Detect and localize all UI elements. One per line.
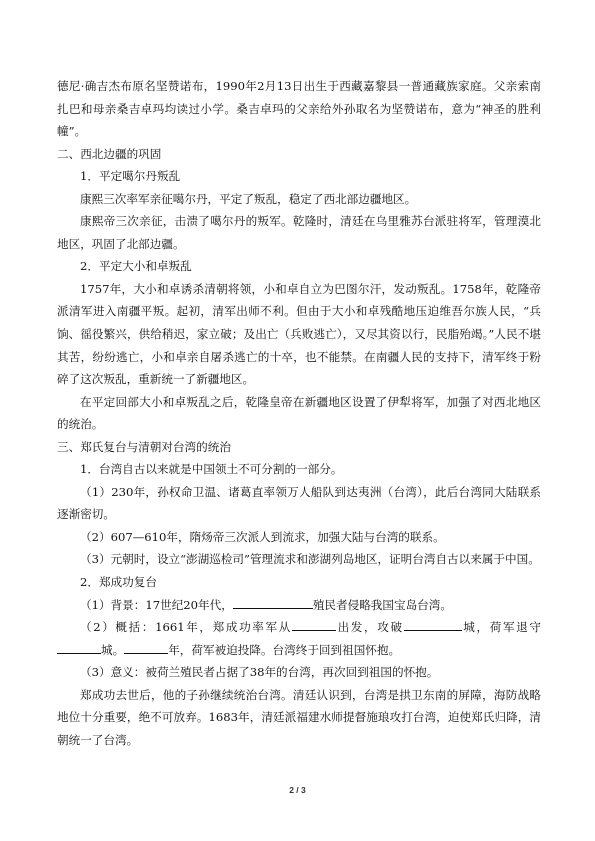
item-summary (57, 616, 541, 661)
item-significance: （3）意义：被荷兰殖民者占据了38年的台湾，再次回到祖国的怀抱。 (80, 665, 439, 680)
paragraph-galdan-1: 康熙三次率军亲征噶尔丹，平定了叛乱，稳定了西北部边疆地区。 (80, 191, 417, 206)
item-taiwan-607: （2）607—610年，隋炀帝三次派人到流求，加强大陆与台湾的联系。 (80, 529, 445, 544)
fill-blank-captured-city[interactable] (404, 618, 462, 631)
fill-blank-departure[interactable] (292, 618, 336, 631)
item-summary-part-e: 年，荷军被迫投降。台湾终于回到祖国怀抱。 (168, 642, 401, 657)
paragraph-qing-taiwan: 郑成功去世后，他的子孙继续统治台湾。清廷认识到，台湾是拱卫东南的屏障，海防战略地位十分重要，绝不可放弃。1683年，清廷派福建水师提督施琅攻打台湾，迫使郑氏归降，清朝统一了台湾。 (57, 687, 541, 747)
item-background-prefix: （1）背景：17世纪20年代， (80, 597, 233, 612)
item-summary-part-d: 城。 (101, 642, 125, 657)
page-number: 2 / 3 (289, 785, 306, 795)
subheading-zheng-chenggong: 2．郑成功复台 (80, 575, 157, 590)
subheading-taiwan-history: 1．台湾自古以来就是中国领土不可分割的一部分。 (80, 462, 343, 477)
paragraph-khoja-1: 1757年，大小和卓诱杀清朝将领，小和卓自立为巴图尔汗，发动叛乱。1758年，乾隆帝派清军进入南疆平叛。起初，清军出师不利。但由于大小和卓残酷地压迫维吾尔族人民，“兵饷、徭役繁兴，供给稍迟，家立破；及出亡（兵败逃亡），又尽其资以行，民脂殆竭。”人民不堪其苦，纷纷逃亡，小和卓亲自屠杀逃亡的十卒，也不能禁。在南疆人民的支持下，清军终于粉碎了这次叛乱，重新统一了新疆地区。 (57, 281, 541, 387)
paragraph-khoja-2: 在平定回部大小和卓叛乱之后，乾隆皇帝在新疆地区设置了伊犁将军，加强了对西北地区的统治。 (57, 394, 541, 432)
document-body (57, 75, 541, 751)
fill-blank-colonizer[interactable] (233, 596, 313, 609)
subheading-khoja: 2．平定大小和卓叛乱 (80, 259, 192, 274)
paragraph-biography: 德尼·确吉杰布原名坚赞诺布，1990年2月13日出生于西藏嘉黎县一普通藏族家庭。父亲索南扎巴和母亲桑吉卓玛均读过小学。桑吉卓玛的父亲给外孙取名为坚赞诺布，意为“神圣的胜利幢”。 (57, 79, 541, 139)
item-summary-part-c: 城，荷军退守 (461, 620, 541, 635)
fill-blank-year[interactable] (124, 641, 168, 654)
item-taiwan-230: （1）230年，孙权命卫温、诸葛直率领万人船队到达夷洲（台湾），此后台湾同大陆联系逐渐密切。 (57, 484, 541, 522)
section-heading-northwest: 二、西北边疆的巩固 (57, 146, 162, 161)
item-background-suffix: 殖民者侵略我国宝岛台湾。 (312, 597, 452, 612)
item-taiwan-yuan: （3）元朝时，设立“澎湖巡检司”管理流求和澎湖列岛地区，证明台湾自古以来属于中国。 (80, 552, 540, 567)
fill-blank-retreat-city[interactable] (57, 641, 101, 654)
paragraph-galdan-2: 康熙帝三次亲征，击溃了噶尔丹的叛军。乾隆时，清廷在乌里雅苏台派驻将军，管理漠北地区，巩固了北部边疆。 (57, 214, 541, 251)
section-heading-taiwan: 三、郑氏复台与清朝对台湾的统治 (57, 439, 231, 454)
item-background (57, 594, 541, 617)
item-summary-part-b: 出发，攻破 (335, 620, 404, 635)
subheading-galdan: 1．平定噶尔丹叛乱 (80, 169, 181, 184)
item-summary-part-a: （2）概括：1661年，郑成功率军从 (80, 620, 292, 635)
